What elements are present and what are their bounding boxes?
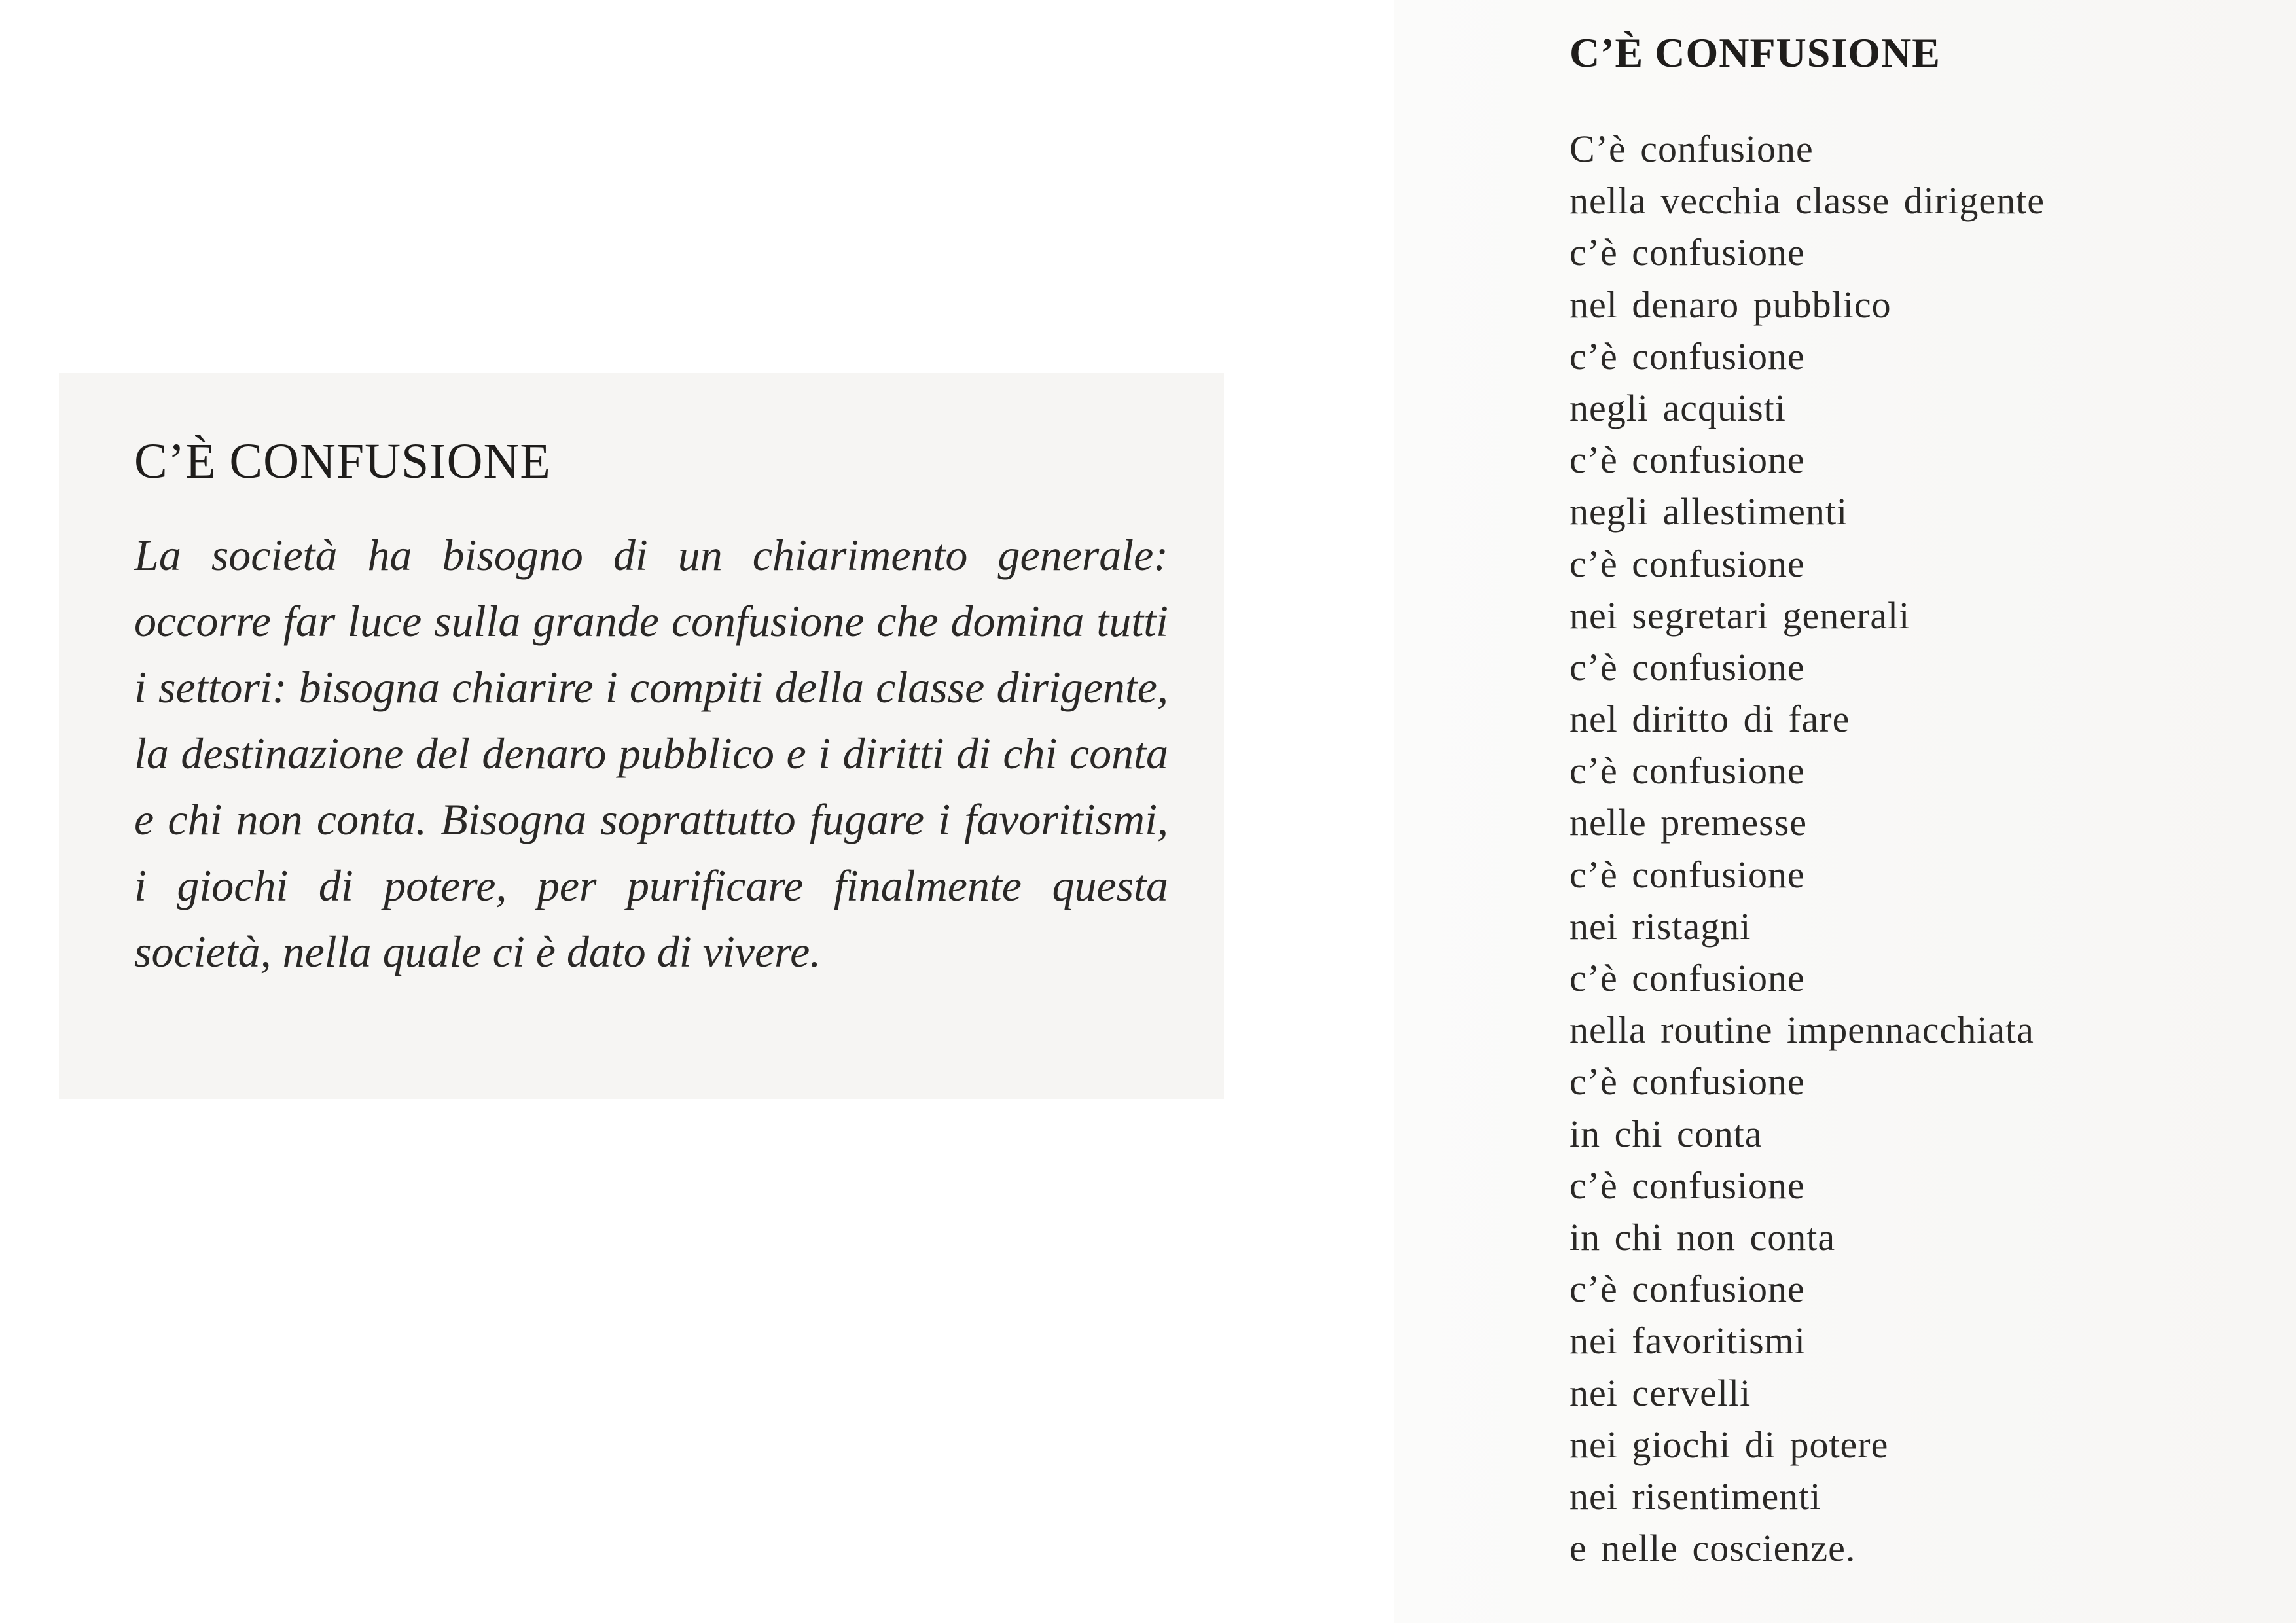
poem-line: c’è confusione xyxy=(1570,1060,1805,1103)
poem-line: c’è confusione xyxy=(1570,1268,1805,1311)
poem-line: nei segretari generali xyxy=(1570,594,1910,637)
poem-line: nel denaro pubblico xyxy=(1570,283,1892,326)
poem-line: c’è confusione xyxy=(1570,1164,1805,1207)
poem-body xyxy=(1570,123,2045,1574)
poem-line: c’è confusione xyxy=(1570,334,1805,378)
poem-line: negli allestimenti xyxy=(1570,490,1848,533)
poem-line: c’è confusione xyxy=(1570,542,1805,585)
left-page-intro-paragraph: La società ha bisogno di un chiarimento generale: occorre far luce sulla grande confusione che domina tutti i settori: bisogna chiarire i compiti della classe dirigente, la destinazione del denaro pubblico e i diritti di chi conta e chi non conta. Bisogna soprattutto fugare i favoritismi, i giochi di potere, per purificare finalmente questa società, nella quale ci è dato di vivere. xyxy=(134,530,1168,976)
left-page-excerpt xyxy=(59,373,1224,1099)
poem-line: nella vecchia classe dirigente xyxy=(1570,179,2045,223)
right-page-poem xyxy=(1394,0,2296,1623)
poem-line: nei risentimenti xyxy=(1570,1474,1821,1518)
poem-line: nelle premesse xyxy=(1570,801,1808,844)
poem-line: c’è confusione xyxy=(1570,853,1805,896)
poem-title: C’È CONFUSIONE xyxy=(1570,29,1941,76)
poem-line: nel diritto di fare xyxy=(1570,698,1850,741)
poem-line: nei favoritismi xyxy=(1570,1319,1806,1363)
poem-line: negli acquisti xyxy=(1570,386,1786,429)
left-page-title: C’È CONFUSIONE xyxy=(134,434,551,489)
poem-line: c’è confusione xyxy=(1570,645,1805,688)
poem-line: in chi conta xyxy=(1570,1112,1763,1155)
poem-line: c’è confusione xyxy=(1570,957,1805,999)
poem-line: nei giochi di potere xyxy=(1570,1423,1889,1466)
poem-line: C’è confusione xyxy=(1570,128,1814,170)
poem-line: c’è confusione xyxy=(1570,749,1805,793)
poem-line: nella routine impennacchiata xyxy=(1570,1008,2034,1052)
poem-line: nei cervelli xyxy=(1570,1371,1751,1414)
poem-line: e nelle coscienze. xyxy=(1570,1527,1856,1570)
poem-line: nei ristagni xyxy=(1570,904,1751,948)
poem-line: c’è confusione xyxy=(1570,438,1805,482)
poem-line: in chi non conta xyxy=(1570,1215,1836,1258)
poem-line: c’è confusione xyxy=(1570,231,1805,274)
